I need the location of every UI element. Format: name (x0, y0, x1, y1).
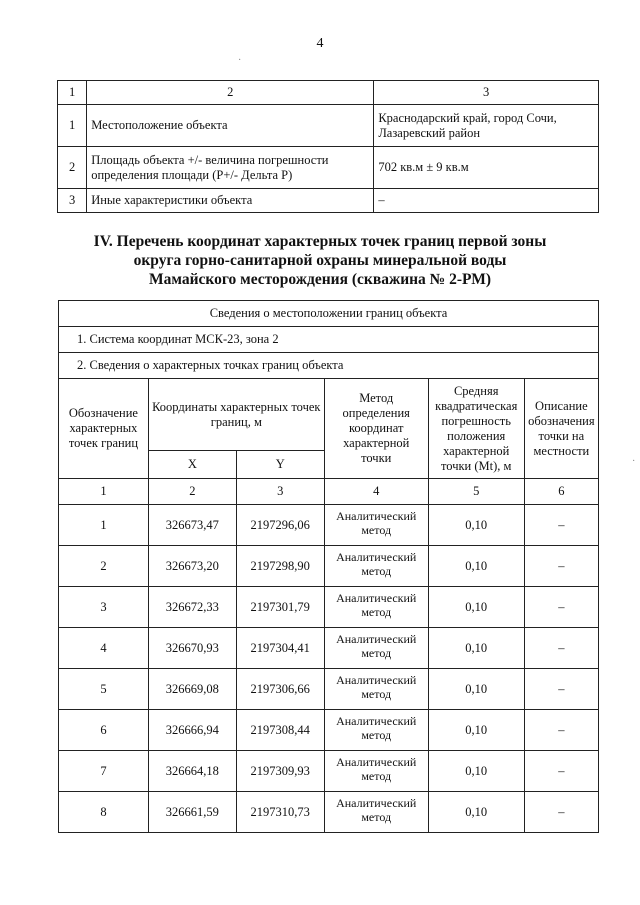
point-description: – (524, 628, 598, 669)
points-caption: 2. Сведения о характерных точках границ объекта (59, 353, 599, 379)
method: Аналитический метод (324, 546, 428, 587)
table-title-row (59, 301, 599, 327)
row-value: 702 кв.м ± 9 кв.м (374, 147, 599, 189)
table-row (58, 105, 599, 147)
point-designation: 8 (59, 792, 149, 833)
coord-system: 1. Система координат МСК-23, зона 2 (59, 327, 599, 353)
header-point-designation: Обозначение характерных точек границ (59, 379, 149, 479)
table-row (59, 792, 599, 833)
column-number: 6 (524, 479, 598, 505)
coord-x: 326672,33 (148, 587, 236, 628)
method: Аналитический метод (324, 628, 428, 669)
header-cell: 3 (374, 81, 599, 105)
header-description: Описание обозначения точки на местности (524, 379, 598, 479)
coord-y: 2197310,73 (236, 792, 324, 833)
point-description: – (524, 587, 598, 628)
point-description: – (524, 792, 598, 833)
coord-x: 326673,20 (148, 546, 236, 587)
method: Аналитический метод (324, 505, 428, 546)
row-label: Местоположение объекта (87, 105, 374, 147)
table-header-row (59, 379, 599, 451)
coord-y: 2197298,90 (236, 546, 324, 587)
points-caption-row (59, 353, 599, 379)
point-designation: 7 (59, 751, 149, 792)
coord-y: 2197306,66 (236, 669, 324, 710)
coord-y: 2197309,93 (236, 751, 324, 792)
coord-x: 326670,93 (148, 628, 236, 669)
point-description: – (524, 751, 598, 792)
coord-y: 2197296,06 (236, 505, 324, 546)
column-number: 1 (59, 479, 149, 505)
table-row (58, 147, 599, 189)
mean-error: 0,10 (428, 628, 524, 669)
row-label: Иные характеристики объекта (87, 189, 374, 213)
coord-x: 326669,08 (148, 669, 236, 710)
table-header-row (58, 81, 599, 105)
point-designation: 4 (59, 628, 149, 669)
table-row (59, 546, 599, 587)
column-number: 2 (148, 479, 236, 505)
section-title-line: округа горно-санитарной охраны минеральной воды (133, 252, 507, 269)
table-title: Сведения о местоположении границ объекта (59, 301, 599, 327)
point-designation: 2 (59, 546, 149, 587)
row-number: 3 (58, 189, 87, 213)
column-numbers-row (59, 479, 599, 505)
table-row (58, 189, 599, 213)
scan-speck: · (632, 456, 636, 467)
row-number: 2 (58, 147, 87, 189)
method: Аналитический метод (324, 669, 428, 710)
header-cell: 1 (58, 81, 87, 105)
coordinates-table (58, 300, 599, 833)
mean-error: 0,10 (428, 669, 524, 710)
point-designation: 3 (59, 587, 149, 628)
table-row (59, 669, 599, 710)
point-description: – (524, 546, 598, 587)
mean-error: 0,10 (428, 546, 524, 587)
method: Аналитический метод (324, 710, 428, 751)
coord-y: 2197308,44 (236, 710, 324, 751)
table-row (59, 505, 599, 546)
point-description: – (524, 669, 598, 710)
point-description: – (524, 505, 598, 546)
header-y: Y (236, 451, 324, 479)
section-title-line: Мамайского месторождения (скважина № 2-РМ) (148, 271, 492, 288)
table-row (59, 628, 599, 669)
coord-x: 326666,94 (148, 710, 236, 751)
method: Аналитический метод (324, 751, 428, 792)
section-title-line: IV. Перечень координат характерных точек границ первой зоны (93, 233, 547, 250)
mean-error: 0,10 (428, 505, 524, 546)
row-number: 1 (58, 105, 87, 147)
coord-x: 326661,59 (148, 792, 236, 833)
mean-error: 0,10 (428, 710, 524, 751)
point-designation: 1 (59, 505, 149, 546)
coord-x: 326673,47 (148, 505, 236, 546)
header-coordinates: Координаты характерных точек границ, м (148, 379, 324, 451)
header-x: X (148, 451, 236, 479)
coord-system-row (59, 327, 599, 353)
column-number: 3 (236, 479, 324, 505)
header-method: Метод определения координат характерной точки (324, 379, 428, 479)
table-row (59, 710, 599, 751)
mean-error: 0,10 (428, 751, 524, 792)
coord-x: 326664,18 (148, 751, 236, 792)
table-row (59, 751, 599, 792)
point-designation: 5 (59, 669, 149, 710)
row-value: – (374, 189, 599, 213)
point-description: – (524, 710, 598, 751)
column-number: 5 (428, 479, 524, 505)
method: Аналитический метод (324, 792, 428, 833)
table-row (59, 587, 599, 628)
column-number: 4 (324, 479, 428, 505)
page-number: 4 (316, 36, 324, 51)
coord-y: 2197304,41 (236, 628, 324, 669)
header-cell: 2 (87, 81, 374, 105)
object-info-table (57, 80, 599, 213)
point-rows (59, 505, 599, 833)
point-designation: 6 (59, 710, 149, 751)
scan-speck: · (238, 55, 242, 66)
coord-y: 2197301,79 (236, 587, 324, 628)
section-title (60, 232, 580, 289)
mean-error: 0,10 (428, 587, 524, 628)
method: Аналитический метод (324, 587, 428, 628)
row-label: Площадь объекта +/- величина погрешности определения площади (P+/- Дельта P) (87, 147, 374, 189)
mean-error: 0,10 (428, 792, 524, 833)
header-error: Средняя квадратическая погрешность положения характерной точки (Mt), м (428, 379, 524, 479)
row-value: Краснодарский край, город Сочи, Лазаревский район (374, 105, 599, 147)
